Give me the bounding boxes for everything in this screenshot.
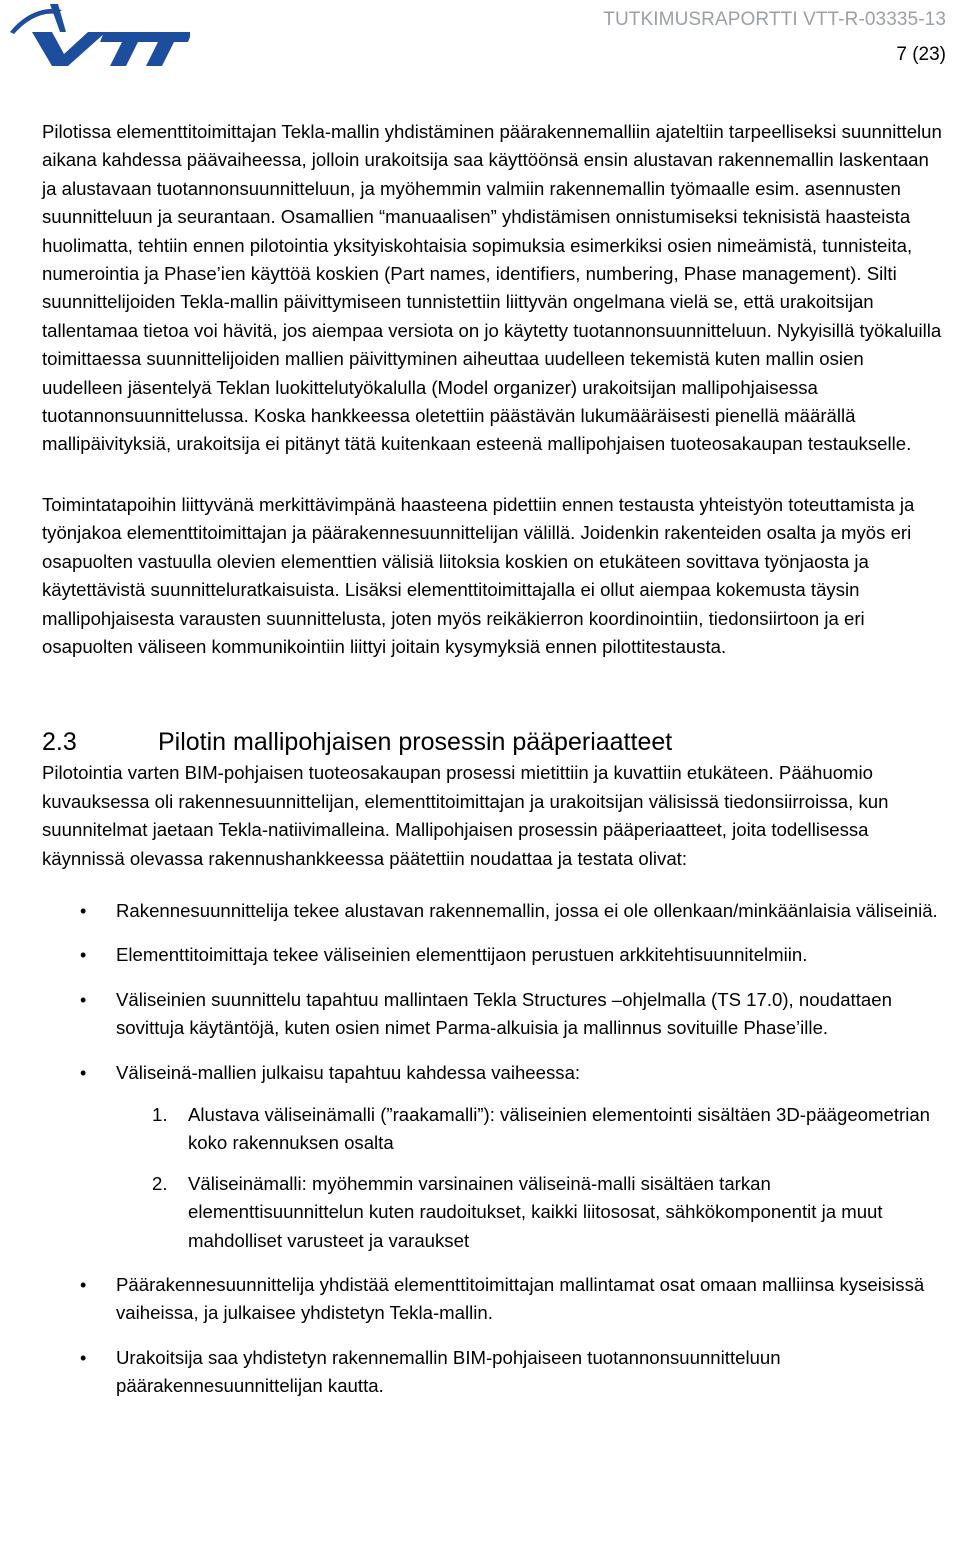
list-item: • Väliseinien suunnittelu tapahtuu mallintaen Tekla Structures –ohjelmalla (TS 17.0), noudattaen sovittuja käytäntöjä, kuten osien nimet Parma-alkuisia ja mallinnus sovituille Phase’ille. [42, 986, 948, 1043]
bullet-glyph: • [80, 989, 87, 1010]
section-heading [42, 725, 948, 759]
bullet-glyph: • [80, 1347, 87, 1368]
bullet-glyph: • [80, 1062, 87, 1083]
paragraph-2: Toimintatapoihin liittyvänä merkittävimpänä haasteena pidettiin ennen testausta yhteistyön toteuttamista ja työnjakoa elementtitoimittajan ja päärakennesuunnittelijan välillä. Joidenkin rakenteiden osalta ja myös eri osapuolten vastuulla olevien elementtien välisiä liitoksia koskien on etukäteen sovittava työnjaosta ja käytettävistä suunnitteluratkaisuista. Lisäksi elementtitoimittajalla ei ollut aiempaa kokemusta täysin mallipohjaisesta varausten suunnittelusta, joten myös reikäkierron koordinointiin, tiedonsiirtoon ja eri osapuolten väliseen kommunikointiin liittyi joitain kysymyksiä ennen pilottitestausta. [42, 493, 915, 657]
section-title: Pilotin mallipohjaisen prosessin pääperiaatteet [158, 728, 673, 757]
list-item: • Rakennesuunnittelija tekee alustavan rakennemallin, jossa ei ole ollenkaan/minkäänlaisia väliseiniä. [42, 897, 948, 925]
bullet-glyph: • [80, 945, 87, 966]
section-intro: Pilotointia varten BIM-pohjaisen tuoteosakaupan prosessi mietittiin ja kuvattiin etukäteen. Päähuomio kuvauksessa oli rakennesuunnittelijan, elementtitoimittajan ja urakoitsijan välisissä tiedonsiirroissa, kun suunnitelmat jaetaan Tekla-natiivimalleina. Mallipohjaisen prosessin pääperiaatteet, joita todellisessa käynnissä olevassa rakennushankkeessa päätettiin noudattaa ja testata olivat: [42, 762, 889, 869]
bullet-list [42, 897, 948, 1401]
vtt-logo [6, 2, 190, 68]
logo-letter-v [32, 32, 106, 66]
list-item: • Väliseinä-mallien julkaisu tapahtuu kahdessa vaiheessa: 1. Alustava väliseinämalli (”raakamalli”): väliseinien elementointi sisältäen 3D-päägeometrian koko rakennuksen osalta 2. Väliseinämalli: myöhemmin varsinainen väliseinä-malli sisältäen tarkan elementtisuunnittelun kuten raudoitukset, kaikki liitososat, sähkökomponentit ja muut mahdolliset varusteet ja varaukset [42, 1059, 948, 1255]
bullet-glyph: • [80, 900, 87, 921]
list-item: • Elementtitoimittaja tekee väliseinien elementtijaon perustuen arkkitehtisuunnitelmiin. [42, 941, 948, 969]
logo-letter-t2 [140, 32, 190, 66]
list-item: • Urakoitsija saa yhdistetyn rakennemallin BIM-pohjaiseen tuotannonsuunnitteluun päärakennesuunnittelijan kautta. [42, 1344, 948, 1401]
section-number: 2.3 [42, 728, 77, 757]
numbered-item: 1. Alustava väliseinämalli (”raakamalli”): väliseinien elementointi sisältäen 3D-päägeometrian koko rakennuksen osalta [152, 1103, 931, 1154]
numbered-item: 2. Väliseinämalli: myöhemmin varsinainen väliseinä-malli sisältäen tarkan elementtisuunnittelun kuten raudoitukset, kaikki liitososat, sähkökomponentit ja muut mahdolliset varusteet ja varaukset [152, 1172, 883, 1251]
document-body [42, 118, 948, 1417]
page-number: 7 (23) [896, 44, 946, 65]
list-item: • Päärakennesuunnittelija yhdistää elementtitoimittajan mallintamat osat omaan malliinsa kyseisissä vaiheissa, ja julkaisee yhdistetyn Tekla-mallin. [42, 1271, 948, 1328]
numbered-list [116, 1101, 948, 1255]
report-id: TUTKIMUSRAPORTTI VTT-R-03335-13 [603, 9, 946, 30]
paragraph-1: Pilotissa elementtitoimittajan Tekla-mallin yhdistäminen päärakennemalliin ajateltiin tarpeelliseksi suunnittelun aikana kahdessa päävaiheessa, jolloin urakoitsija saa käyttöönsä ensin alustavan rakennemallin laskentaan ja alustavaan tuotannonsuunnitteluun, ja myöhemmin valmiin rakennemallin työmaalle esim. asennusten suunnitteluun ja seurantaan. Osamallien “manuaalisen” yhdistämisen onnistumiseksi teknisistä haasteista huolimatta, tehtiin ennen pilotointia yksityiskohtaisia sopimuksia esimerkiksi osien nimeämistä, tunnisteita, numerointia ja Phase’ien käyttöä koskien (Part names, identifiers, numbering, Phase management). Silti suunnittelijoiden Tekla-mallin päivittymiseen tunnistettiin liittyvän ongelmana vielä se, että urakoitsijan tallentamaa tietoa voi hävitä, jos aiempaa versiota on jo käytetty tuotannonsuunnitteluun. Nykyisillä työkaluilla toimittaessa suunnittelijoiden mallien päivittyminen aiheuttaa uudelleen tekemistä kuten mallin osien uudelleen jäsentelyä Teklan luokittelutyökalulla (Model organizer) urakoitsijan mallipohjaisessa tuotannonsuunnittelussa. Koska hankkeessa oletettiin päästävän lukumääräisesti pienellä määrällä mallipäivityksiä, urakoitsija ei pitänyt tätä kuitenkaan esteenä mallipohjaisen tuoteosakaupan testaukselle. [42, 121, 942, 455]
bullet-glyph: • [80, 1275, 87, 1295]
